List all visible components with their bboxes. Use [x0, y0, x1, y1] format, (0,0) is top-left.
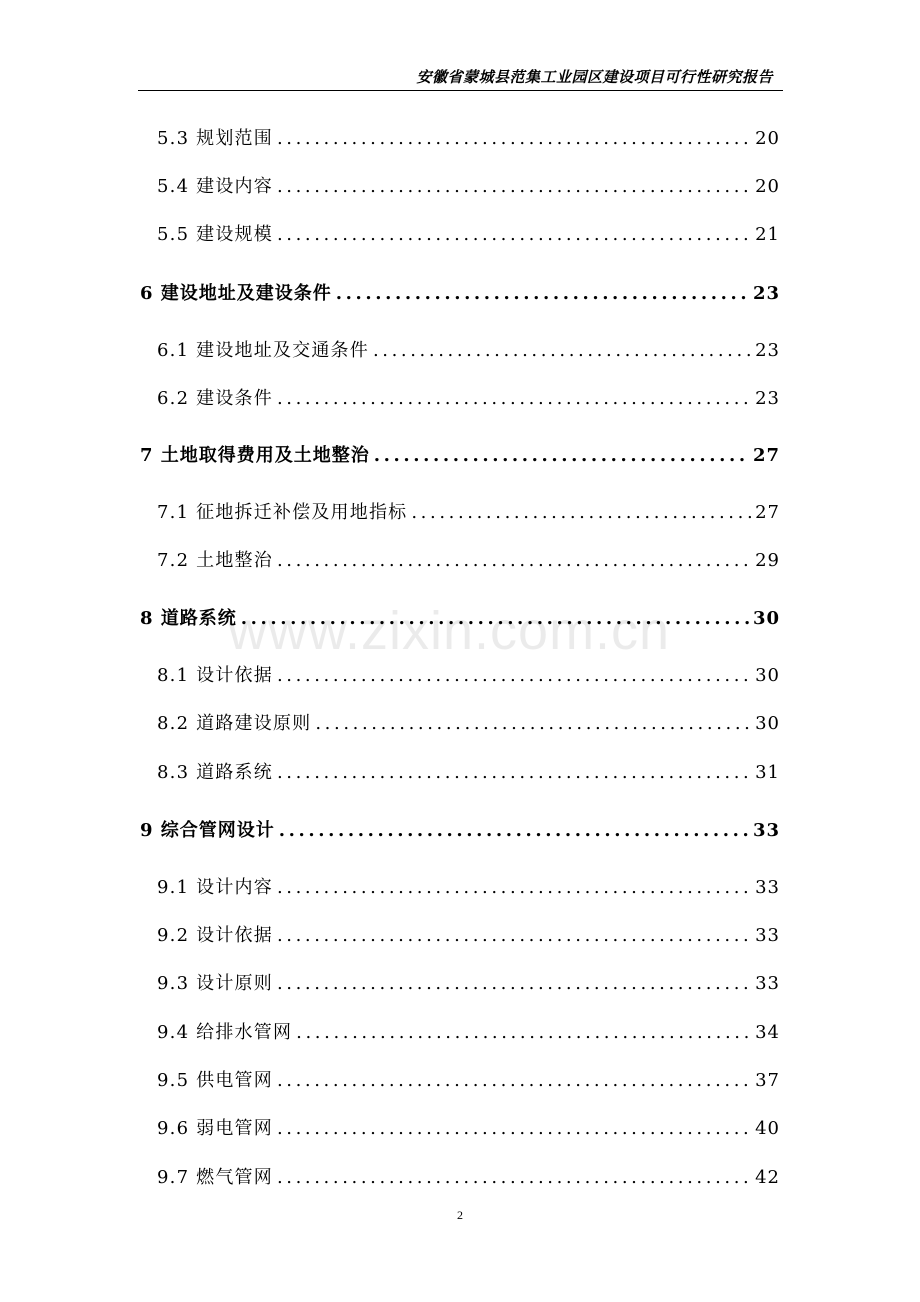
toc-entry-page: 33: [752, 820, 780, 841]
toc-entry-page: 33: [755, 973, 780, 994]
toc-leader-dots: [277, 388, 751, 409]
toc-leader-dots: [277, 1118, 751, 1139]
toc-entry-page: 42: [755, 1167, 780, 1188]
toc-entry[interactable]: [157, 384, 780, 410]
toc-chapter-entry[interactable]: [140, 604, 780, 630]
toc-leader-dots: [374, 445, 749, 466]
toc-entry-label: 9.5 供电管网: [157, 1070, 273, 1091]
toc-leader-dots: [277, 224, 751, 245]
toc-entry[interactable]: [157, 336, 780, 362]
toc-entry-label: 9.2 设计依据: [157, 925, 273, 946]
toc-entry-page: 30: [752, 608, 780, 629]
toc-entry-page: 33: [755, 925, 780, 946]
toc-leader-dots: [277, 1070, 751, 1091]
toc-entry[interactable]: [157, 661, 780, 687]
toc-entry-page: 23: [752, 283, 780, 304]
toc-entry-page: 34: [755, 1022, 780, 1043]
toc-entry-label: 8 道路系统: [140, 608, 237, 629]
toc-leader-dots: [277, 176, 751, 197]
toc-leader-dots: [279, 820, 749, 841]
toc-entry-label: 5.4 建设内容: [157, 176, 273, 197]
toc-entry-page: 30: [755, 713, 780, 734]
toc-entry-label: 5.5 建设规模: [157, 224, 273, 245]
toc-entry[interactable]: [157, 1163, 780, 1189]
toc-entry-label: 8.1 设计依据: [157, 665, 273, 686]
toc-entry-label: 6 建设地址及建设条件: [140, 283, 332, 304]
toc-entry[interactable]: [157, 709, 780, 735]
toc-leader-dots: [241, 608, 749, 629]
toc-entry-page: 21: [755, 224, 780, 245]
header-title: 安徽省蒙城县范集工业园区建设项目可行性研究报告: [416, 68, 773, 86]
toc-leader-dots: [277, 128, 751, 149]
page-header: [138, 62, 783, 91]
toc-entry-label: 9.6 弱电管网: [157, 1118, 273, 1139]
toc-entry-page: 20: [755, 176, 780, 197]
toc-entry[interactable]: [157, 546, 780, 572]
toc-entry[interactable]: [157, 220, 780, 246]
toc-leader-dots: [315, 713, 751, 734]
toc-entry[interactable]: [157, 921, 780, 947]
toc-entry[interactable]: [157, 1066, 780, 1092]
toc-leader-dots: [277, 877, 751, 898]
toc-entry-label: 6.1 建设地址及交通条件: [157, 340, 369, 361]
toc-leader-dots: [277, 925, 751, 946]
toc-entry-label: 7.1 征地拆迁补偿及用地指标: [157, 502, 408, 523]
toc-entry-label: 6.2 建设条件: [157, 388, 273, 409]
toc-entry[interactable]: [157, 124, 780, 150]
toc-entry-page: 40: [755, 1118, 780, 1139]
toc-entry-page: 33: [755, 877, 780, 898]
toc-entry[interactable]: [157, 498, 780, 524]
toc-leader-dots: [296, 1022, 751, 1043]
toc-leader-dots: [277, 762, 751, 783]
toc-entry-label: 9.7 燃气管网: [157, 1167, 273, 1188]
toc-entry-label: 8.3 道路系统: [157, 762, 273, 783]
toc-entry[interactable]: [157, 873, 780, 899]
toc-entry-label: 7.2 土地整治: [157, 550, 273, 571]
watermark: www.zixin.com.cn: [228, 601, 671, 661]
toc-entry[interactable]: [157, 969, 780, 995]
toc-entry[interactable]: [157, 1114, 780, 1140]
toc-entry-label: 9 综合管网设计: [140, 820, 275, 841]
toc-chapter-entry[interactable]: [140, 441, 780, 467]
toc-entry-label: 8.2 道路建设原则: [157, 713, 312, 734]
toc-entry-page: 23: [755, 340, 780, 361]
toc-entry-page: 31: [755, 762, 780, 783]
toc-entry[interactable]: [157, 172, 780, 198]
toc-entry-page: 20: [755, 128, 780, 149]
toc-leader-dots: [411, 502, 751, 523]
toc-entry-label: 9.1 设计内容: [157, 877, 273, 898]
toc-entry[interactable]: [157, 758, 780, 784]
toc-entry-label: 7 土地取得费用及土地整治: [140, 445, 370, 466]
toc-entry-page: 27: [755, 502, 780, 523]
toc-entry-page: 37: [755, 1070, 780, 1091]
toc-entry-page: 29: [755, 550, 780, 571]
toc-entry-label: 9.4 给排水管网: [157, 1022, 293, 1043]
toc-chapter-entry[interactable]: [140, 279, 780, 305]
toc-entry-label: 5.3 规划范围: [157, 128, 273, 149]
toc-entry-page: 27: [752, 445, 780, 466]
toc-entry-label: 9.3 设计原则: [157, 973, 273, 994]
toc-leader-dots: [277, 973, 751, 994]
toc-leader-dots: [277, 665, 751, 686]
toc-leader-dots: [373, 340, 751, 361]
toc-leader-dots: [336, 283, 749, 304]
page-number: 2: [457, 1208, 463, 1222]
toc-entry[interactable]: [157, 1018, 780, 1044]
toc-leader-dots: [277, 1167, 751, 1188]
toc-leader-dots: [277, 550, 751, 571]
toc-chapter-entry[interactable]: [140, 816, 780, 842]
toc-entry-page: 23: [755, 388, 780, 409]
toc-entry-page: 30: [755, 665, 780, 686]
